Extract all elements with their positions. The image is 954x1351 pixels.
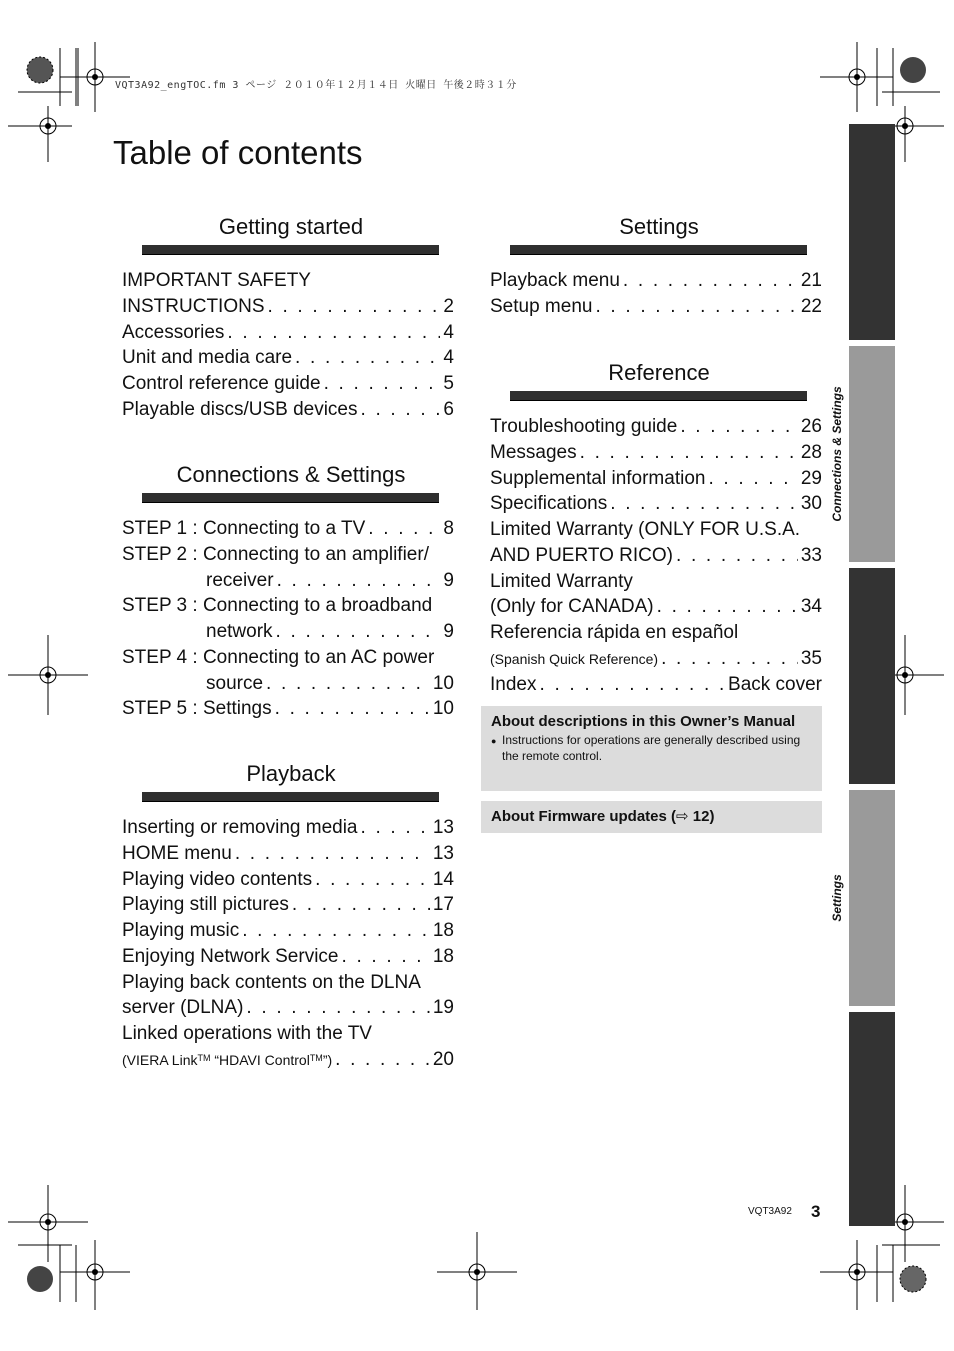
page-number: 14 (432, 868, 454, 890)
toc-entry[interactable]: Playing video contents . . . 14 (122, 869, 454, 895)
page-number: 35 (800, 647, 822, 669)
section-heading: Getting started (218, 214, 364, 239)
section-heading: Settings (619, 214, 699, 239)
toc-entry[interactable]: Referencia rápida en español (490, 622, 739, 643)
toc-entry[interactable]: INSTRUCTIONS . . . 2 (122, 296, 454, 322)
firmware-page: 12 (692, 808, 710, 825)
page-number-footer: 3 (811, 1202, 821, 1221)
toc-list-settings (490, 270, 822, 322)
toc-entry[interactable]: Enjoying Network Service . . . 18 (122, 946, 454, 972)
page-number: 4 (443, 321, 454, 343)
page-number: 8 (443, 518, 454, 539)
page-number: 20 (432, 1048, 454, 1070)
toc-entry[interactable]: IMPORTANT SAFETY (122, 270, 311, 291)
toc-list-playback (122, 817, 454, 1075)
page-number: 17 (432, 894, 454, 916)
toc-entry[interactable]: Accessories . . . 4 (122, 322, 454, 348)
page-title: Table of contents (113, 134, 363, 171)
section-divider (142, 245, 439, 255)
toc-entry[interactable]: Playing still pictures . . . 17 (122, 894, 454, 920)
toc-entry[interactable]: Setup menu . . . 22 (490, 296, 822, 322)
toc-entry[interactable]: Linked operations with the TV (122, 1023, 372, 1044)
tab-label: Settings (830, 874, 844, 922)
section-connections (142, 462, 440, 503)
section-reference (510, 360, 808, 401)
page-number: 2 (443, 295, 454, 317)
toc-entry[interactable]: AND PUERTO RICO) . . . 33 (490, 545, 822, 571)
tab-playback[interactable] (830, 568, 895, 784)
toc-entry[interactable]: Limited Warranty (490, 570, 633, 592)
page-number: 9 (443, 569, 454, 591)
toc-entry[interactable]: HOME menu . . . 13 (122, 843, 454, 869)
toc-entry[interactable]: Messages . . . 28 (490, 442, 822, 468)
section-settings (510, 214, 808, 255)
toc-entry[interactable]: Index . . . Back cover (490, 674, 822, 700)
page-number: 13 (432, 817, 454, 838)
toc-entry[interactable]: Control reference guide . . . 5 (122, 373, 454, 399)
toc-list-getting-started (122, 270, 454, 425)
toc-list-reference (490, 416, 822, 699)
page-number: 13 (432, 842, 454, 864)
toc-list-connections (122, 518, 454, 724)
viera-link-label: (VIERA Link™ “HDAVI Control™”) (122, 1051, 333, 1068)
section-heading: Playback (246, 761, 336, 786)
section-heading: Reference (608, 360, 710, 385)
page-number: 19 (432, 997, 454, 1019)
toc-entry[interactable]: Specifications . . . 30 (490, 493, 822, 519)
toc-entry[interactable]: STEP 2 : Connecting to an amplifier/ (122, 543, 429, 565)
page-number: 4 (443, 347, 454, 369)
page-number: 30 (800, 493, 822, 515)
page-number: 29 (800, 467, 822, 489)
page-number: 18 (432, 945, 454, 967)
page-number: 6 (443, 398, 454, 420)
page-number: 18 (432, 920, 454, 941)
page-number: Back cover (728, 673, 822, 695)
tab-reference[interactable] (830, 1012, 895, 1226)
tab-label: Playback (830, 649, 844, 703)
page-number: 10 (432, 672, 454, 694)
toc-entry[interactable]: Inserting or removing media . . . 13 (122, 817, 454, 843)
toc-entry[interactable]: (Spanish Quick Reference) . . . 35 (490, 648, 822, 674)
model-code: VQT3A92 (748, 1206, 792, 1217)
tab-label: Getting started (830, 189, 844, 275)
toc-entry[interactable]: receiver . . . 9 (122, 570, 454, 596)
toc-entry[interactable]: source . . . 10 (122, 673, 454, 699)
toc-entry[interactable]: STEP 5 : Settings . . . 10 (122, 698, 454, 724)
section-divider (510, 245, 807, 255)
toc-entry[interactable]: Playable discs/USB devices . . . 6 (122, 399, 454, 425)
bullet-icon: ● (491, 736, 497, 746)
toc-entry[interactable]: Limited Warranty (ONLY FOR U.S.A. (490, 519, 801, 540)
tab-connections-settings[interactable] (830, 346, 895, 562)
file-header-line: VQT3A92_engTOC.fm 3 ページ ２０１０年１２月１４日 火曜日 午後２時３１分 (115, 80, 517, 91)
firmware-note[interactable]: About Firmware updates (⇨ 12) (481, 801, 822, 833)
owners-manual-note (481, 706, 822, 791)
section-getting-started (142, 214, 440, 255)
section-heading: Connections & Settings (176, 462, 406, 487)
page-number: 26 (800, 416, 822, 437)
toc-entry[interactable]: Playing music . . . 18 (122, 920, 454, 946)
toc-entry[interactable]: Unit and media care . . . 4 (122, 347, 454, 373)
toc-entry[interactable]: network . . . 9 (122, 621, 454, 647)
page-number: 21 (800, 270, 822, 291)
tab-settings[interactable] (830, 790, 895, 1006)
toc-entry[interactable]: STEP 4 : Connecting to an AC power (122, 646, 435, 668)
page-number: 34 (800, 596, 822, 618)
toc-entry[interactable]: STEP 1 : Connecting to a TV . . . 8 (122, 518, 454, 544)
page-number: 5 (443, 373, 454, 394)
section-divider (142, 792, 439, 802)
toc-entry[interactable]: (Only for CANADA) . . . 34 (490, 596, 822, 622)
toc-entry[interactable]: STEP 3 : Connecting to a broadband (122, 595, 433, 617)
toc-entry[interactable]: Playback menu . . . 21 (490, 270, 822, 296)
page-number: 10 (432, 698, 454, 720)
page-number: 9 (443, 621, 454, 642)
arrow-right-icon: ⇨ (676, 808, 689, 825)
toc-entry[interactable]: Playing back contents on the DLNA (122, 971, 421, 993)
toc-entry[interactable]: server (DLNA) . . . 19 (122, 997, 454, 1023)
page-number: 28 (800, 441, 822, 463)
tab-label: Reference (830, 1089, 844, 1149)
firmware-title: About Firmware updates (491, 808, 667, 825)
section-divider (510, 391, 807, 401)
page-number: 33 (800, 544, 822, 566)
toc-entry[interactable]: Supplemental information . . . 29 (490, 468, 822, 494)
section-playback (142, 761, 440, 802)
tab-getting-started[interactable] (830, 124, 895, 340)
note-title: About descriptions in this Owner’s Manual (491, 713, 796, 730)
toc-entry[interactable] (122, 1049, 454, 1075)
note-item: ● Instructions for operations are generally described using the remote control. (491, 733, 801, 763)
toc-entry[interactable]: Troubleshooting guide . . . 26 (490, 416, 822, 442)
page-number: 22 (800, 295, 822, 317)
section-divider (142, 493, 439, 503)
tab-label: Connections & Settings (830, 386, 844, 522)
